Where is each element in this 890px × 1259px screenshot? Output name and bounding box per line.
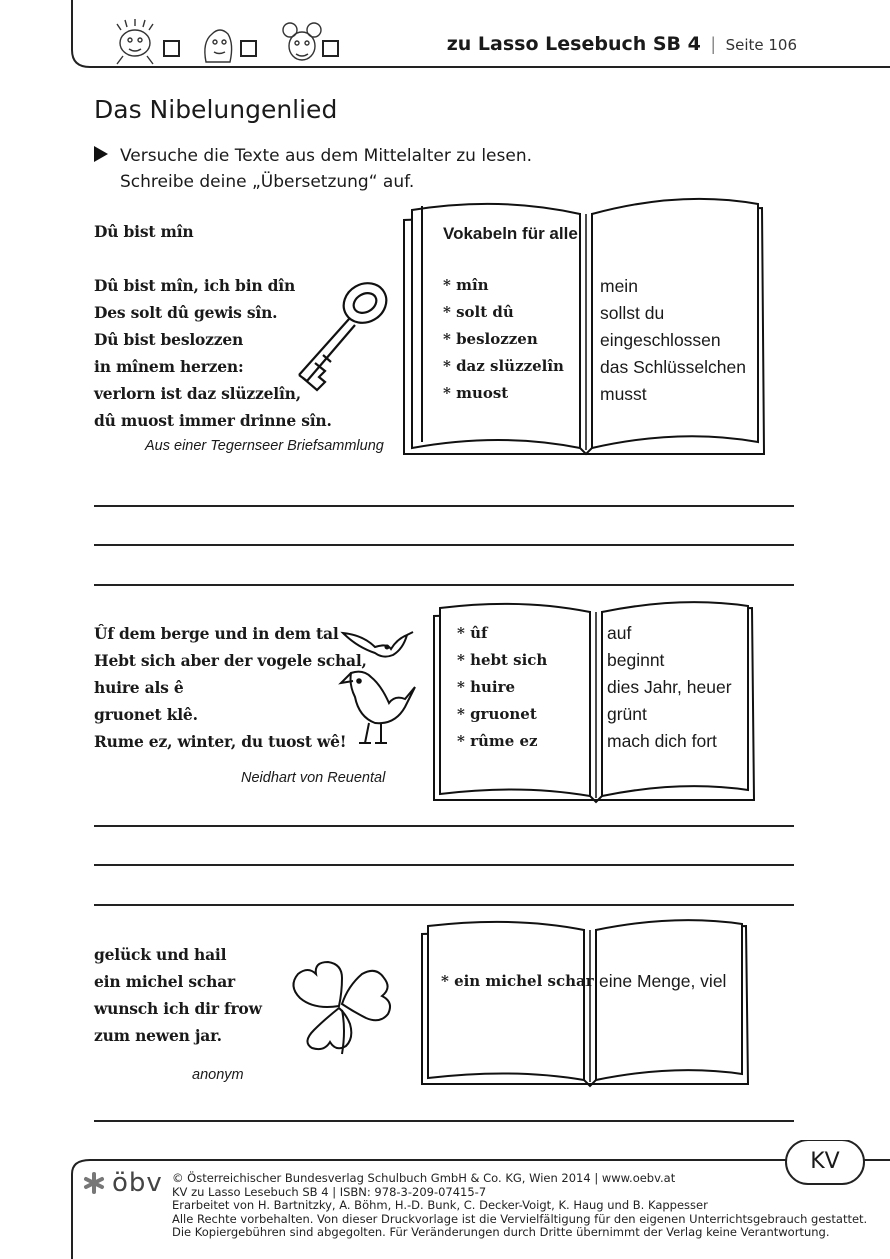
mascot-icon xyxy=(278,18,326,68)
header-separator: | xyxy=(710,34,716,54)
vocab-1-new xyxy=(600,273,746,408)
vocab-meaning: musst xyxy=(600,384,647,404)
vocab-term: * daz slüzzelîn xyxy=(443,357,564,375)
publisher-logo xyxy=(82,1168,163,1198)
header-page: Seite 106 xyxy=(725,36,797,54)
vocab-term: * rûme ez xyxy=(457,732,538,750)
instruction-line-2: Schreibe deine „Übersetzung“ auf. xyxy=(120,172,415,192)
footer-line: Die Kopiergebühren sind abgegolten. Für Veränderungen durch Dritte übernimmt der Verlag keine Verantwortung. xyxy=(172,1225,830,1240)
poem-line: dû muost immer drinne sîn. xyxy=(94,411,332,430)
vocab-meaning: das Schlüsselchen xyxy=(600,357,746,377)
poem-3-source: anonym xyxy=(192,1067,244,1083)
vocab-term: * solt dû xyxy=(443,303,514,321)
page-title: Das Nibelungenlied xyxy=(94,95,338,124)
poem-line: Rume ez, winter, du tuost wê! xyxy=(94,732,347,751)
vocab-2-old xyxy=(457,620,547,755)
vocab-1-old xyxy=(443,272,564,407)
poem-line: gelück und hail xyxy=(94,945,227,964)
key-icon xyxy=(285,275,395,395)
vocab-meaning: sollst du xyxy=(600,303,665,323)
vocab-term: * beslozzen xyxy=(443,330,538,348)
vocab-meaning: auf xyxy=(607,623,632,643)
vocab-term: * ûf xyxy=(457,624,488,642)
footer-line: Alle Rechte vorbehalten. Von dieser Druckvorlage ist die Vervielfältigung für den eigenen Unterrichtsgebrauch gestattet. xyxy=(172,1211,868,1226)
footer-line: KV zu Lasso Lesebuch SB 4 | ISBN: 978-3-209-07415-7 xyxy=(172,1184,487,1199)
vocab-term: * ein michel schar xyxy=(441,972,594,990)
vocab-term: * mîn xyxy=(443,276,489,294)
poem-2-source: Neidhart von Reuental xyxy=(241,770,386,786)
poem-line: zum newen jar. xyxy=(94,1026,222,1045)
vocab-meaning: dies Jahr, heuer xyxy=(607,677,732,697)
oebv-logo-icon xyxy=(82,1171,106,1195)
header-title: zu Lasso Lesebuch SB 4 xyxy=(446,33,701,55)
vocab-meaning: grünt xyxy=(607,704,647,724)
poem-line: Des solt dû gewis sîn. xyxy=(94,303,278,322)
footer-text xyxy=(172,1172,867,1240)
poem-line: huire als ê xyxy=(94,678,184,697)
writing-line[interactable] xyxy=(94,904,794,906)
checkbox-2[interactable] xyxy=(240,40,257,57)
writing-line[interactable] xyxy=(94,505,794,507)
writing-line[interactable] xyxy=(94,864,794,866)
footer-line: © Österreichischer Bundesverlag Schulbuch GmbH & Co. KG, Wien 2014 | www.oebv.at xyxy=(172,1171,676,1185)
poem-line: gruonet klê. xyxy=(94,705,198,724)
clover-icon xyxy=(284,960,399,1060)
poem-line: wunsch ich dir frow xyxy=(94,999,262,1018)
instruction xyxy=(94,143,532,195)
vocab-3-new xyxy=(599,968,726,995)
mascot-icon xyxy=(198,22,238,68)
writing-line[interactable] xyxy=(94,544,794,546)
poem-line: Dû bist mîn, ich bin dîn xyxy=(94,276,296,295)
bird-icon xyxy=(335,625,425,750)
poem-line: Dû bist beslozzen xyxy=(94,330,244,349)
poem-1-source: Aus einer Tegernseer Briefsammlung xyxy=(145,438,384,454)
checkbox-1[interactable] xyxy=(163,40,180,57)
header-reference xyxy=(447,33,797,55)
vocab-3-old xyxy=(441,968,594,995)
poem-line: Hebt sich aber der vogele schal, xyxy=(94,651,367,670)
vocab-term: * huire xyxy=(457,678,516,696)
footer-line: Erarbeitet von H. Bartnitzky, A. Böhm, H.-D. Bunk, C. Decker-Voigt, K. Haug und B. Kappesser xyxy=(172,1198,708,1213)
vocab-2-new xyxy=(607,620,732,755)
vocab-1-heading: Vokabeln für alle xyxy=(443,224,578,243)
arrow-icon xyxy=(94,146,108,162)
poem-line: verlorn ist daz slüzzelîn, xyxy=(94,384,301,403)
vocab-meaning: eine Menge, viel xyxy=(599,971,727,991)
open-book-icon xyxy=(418,918,754,1093)
kv-badge: KV xyxy=(810,1149,840,1174)
writing-line[interactable] xyxy=(94,1120,794,1122)
vocab-meaning: beginnt xyxy=(607,650,665,670)
poem-3 xyxy=(94,941,262,1049)
vocab-meaning: eingeschlossen xyxy=(600,330,721,350)
poem-2 xyxy=(94,620,367,755)
vocab-meaning: mein xyxy=(600,276,638,296)
poem-line: in mînem herzen: xyxy=(94,357,244,376)
writing-line[interactable] xyxy=(94,584,794,586)
vocab-meaning: mach dich fort xyxy=(607,731,717,751)
vocab-term: * gruonet xyxy=(457,705,537,723)
vocab-term: * hebt sich xyxy=(457,651,548,669)
writing-line[interactable] xyxy=(94,825,794,827)
mascot-icon xyxy=(105,18,165,68)
vocab-term: * muost xyxy=(443,384,509,402)
publisher-logo-text: öbv xyxy=(112,1168,163,1198)
poem-line: Ûf dem berge und in dem tal xyxy=(94,624,339,643)
poem-line: ein michel schar xyxy=(94,972,235,991)
poem-1-title: Dû bist mîn xyxy=(94,222,194,241)
instruction-line-1: Versuche die Texte aus dem Mittelalter zu lesen. xyxy=(120,146,533,166)
checkbox-3[interactable] xyxy=(322,40,339,57)
